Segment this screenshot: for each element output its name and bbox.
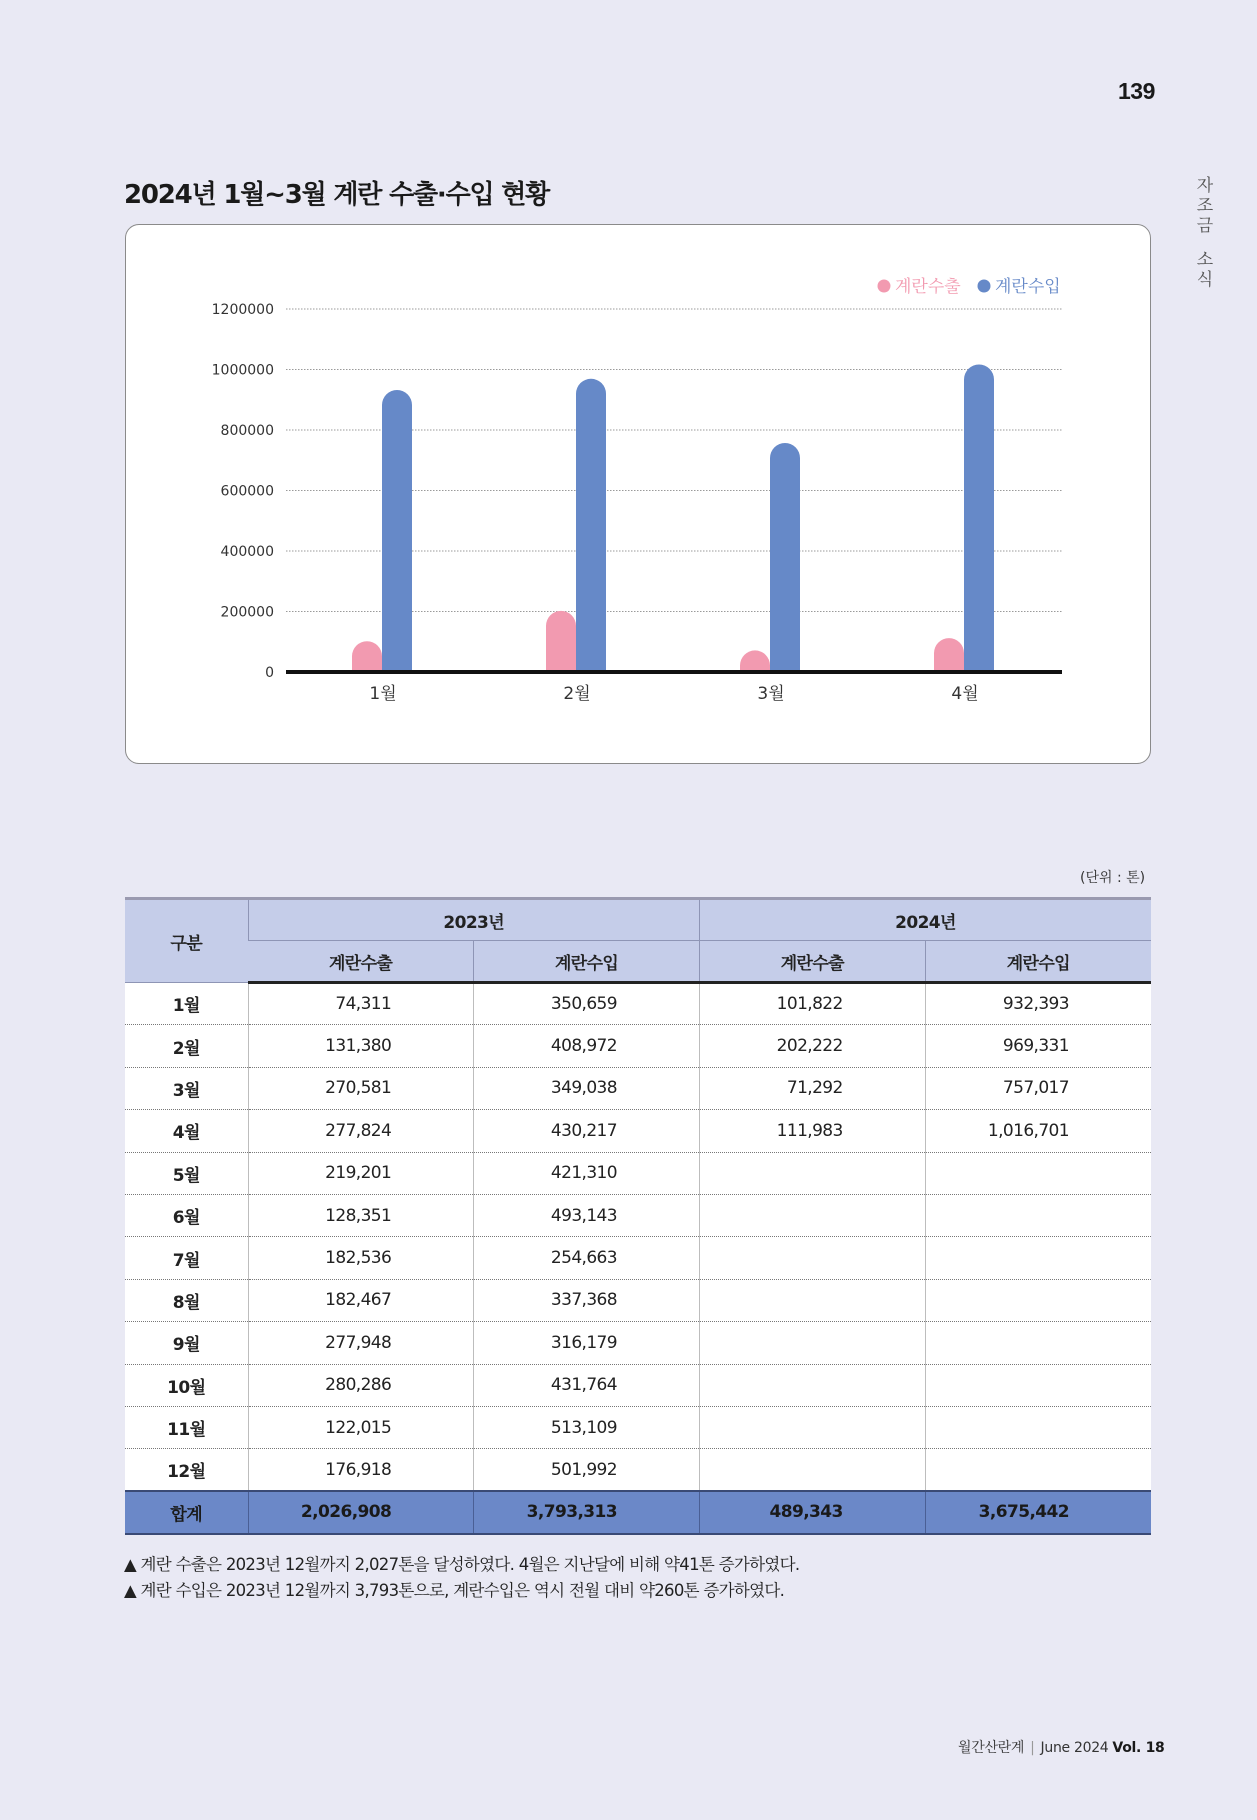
y-tick-label: 0 <box>265 665 274 681</box>
side-label-char: 자 <box>1196 176 1214 196</box>
table-cell <box>925 1237 1151 1279</box>
row-label: 10월 <box>125 1364 248 1406</box>
table-cell <box>700 1322 926 1364</box>
table-row <box>125 1194 1151 1236</box>
table-cell <box>700 1449 926 1491</box>
bar-export <box>546 611 576 672</box>
table-cell: 202,222 <box>700 1025 926 1067</box>
bar-chart <box>126 225 1152 765</box>
table-cell: 1,016,701 <box>925 1110 1151 1152</box>
table-cell: 111,983 <box>700 1110 926 1152</box>
total-row <box>125 1491 1151 1533</box>
table-cell: 128,351 <box>248 1194 474 1236</box>
bar-export <box>352 641 382 672</box>
table-cell: 270,581 <box>248 1067 474 1109</box>
page-number: 139 <box>1118 78 1155 104</box>
row-label: 11월 <box>125 1406 248 1448</box>
table-cell <box>925 1322 1151 1364</box>
chart-title: 2024년 1월~3월 계란 수출·수입 현황 <box>124 180 550 210</box>
table-cell: 122,015 <box>248 1406 474 1448</box>
legend-label: 계란수출 <box>895 277 961 297</box>
table-cell <box>700 1194 926 1236</box>
footnote: ▲ 계란 수입은 2023년 12월까지 3,793톤으로, 계란수입은 역시 전월 대비 약260톤 증가하였다. <box>124 1581 785 1600</box>
footer-separator: | <box>1030 1740 1035 1756</box>
year-header-2023: 2023년 <box>248 899 700 941</box>
x-tick-label: 1월 <box>369 684 397 704</box>
row-label: 8월 <box>125 1279 248 1321</box>
y-tick-label: 200000 <box>220 604 274 621</box>
footnotes <box>124 1552 799 1604</box>
table-cell <box>925 1152 1151 1194</box>
table-row <box>125 1110 1151 1152</box>
total-label: 합계 <box>125 1491 248 1533</box>
table-cell: 757,017 <box>925 1067 1151 1109</box>
table-cell: 513,109 <box>474 1406 700 1448</box>
legend-label: 계란수입 <box>995 277 1061 297</box>
table-cell: 493,143 <box>474 1194 700 1236</box>
table-cell: 101,822 <box>700 983 926 1025</box>
row-label: 5월 <box>125 1152 248 1194</box>
y-tick-label: 800000 <box>220 423 274 439</box>
table-cell: 421,310 <box>474 1152 700 1194</box>
table-cell <box>700 1279 926 1321</box>
table-cell: 71,292 <box>700 1067 926 1109</box>
y-tick-label: 600000 <box>220 483 274 500</box>
table-cell <box>925 1364 1151 1406</box>
row-label: 1월 <box>125 983 248 1025</box>
x-tick-label: 4월 <box>951 684 979 704</box>
table-cell <box>700 1237 926 1279</box>
bar-import <box>576 379 606 672</box>
bar-import <box>382 390 412 672</box>
table-cell: 131,380 <box>248 1025 474 1067</box>
table-row <box>125 1237 1151 1279</box>
total-cell: 3,793,313 <box>474 1491 700 1533</box>
table-cell: 501,992 <box>474 1449 700 1491</box>
footnote: ▲ 계란 수출은 2023년 12월까지 2,027톤을 달성하였다. 4월은 지난달에 비해 약41톤 증가하였다. <box>124 1555 800 1574</box>
side-label-gap <box>1195 236 1215 250</box>
table-cell: 349,038 <box>474 1067 700 1109</box>
table-cell: 280,286 <box>248 1364 474 1406</box>
bar-export <box>740 650 770 672</box>
total-cell: 2,026,908 <box>248 1491 474 1533</box>
row-label: 4월 <box>125 1110 248 1152</box>
column-header: 계란수출 <box>700 941 926 983</box>
row-label: 6월 <box>125 1194 248 1236</box>
year-header-2024: 2024년 <box>700 899 1152 941</box>
table-cell <box>925 1406 1151 1448</box>
table-row <box>125 1406 1151 1448</box>
table-cell <box>700 1406 926 1448</box>
table-cell: 969,331 <box>925 1025 1151 1067</box>
x-tick-label: 2월 <box>563 684 591 704</box>
magazine-name: 월간산란계 <box>958 1740 1025 1756</box>
table-row <box>125 1025 1151 1067</box>
column-header: 계란수입 <box>925 941 1151 983</box>
y-tick-label: 1000000 <box>211 362 274 379</box>
table-cell: 337,368 <box>474 1279 700 1321</box>
export-import-table <box>125 897 1151 1535</box>
column-header: 계란수출 <box>248 941 474 983</box>
row-label: 12월 <box>125 1449 248 1491</box>
side-label-char: 소 <box>1196 250 1214 270</box>
table-cell <box>700 1364 926 1406</box>
total-cell: 489,343 <box>700 1491 926 1533</box>
table-cell: 350,659 <box>474 983 700 1025</box>
table-cell: 316,179 <box>474 1322 700 1364</box>
table-cell <box>700 1152 926 1194</box>
bar-import <box>964 364 994 672</box>
bar-import <box>770 443 800 672</box>
table-row <box>125 1364 1151 1406</box>
table-cell: 182,536 <box>248 1237 474 1279</box>
table-cell <box>925 1194 1151 1236</box>
row-label: 7월 <box>125 1237 248 1279</box>
table-cell: 932,393 <box>925 983 1151 1025</box>
table-cell: 277,948 <box>248 1322 474 1364</box>
table-row <box>125 1279 1151 1321</box>
table-row <box>125 983 1151 1025</box>
row-label: 3월 <box>125 1067 248 1109</box>
row-label: 2월 <box>125 1025 248 1067</box>
table-cell: 176,918 <box>248 1449 474 1491</box>
section-side-label <box>1195 176 1215 290</box>
table-cell: 74,311 <box>248 983 474 1025</box>
table-cell: 254,663 <box>474 1237 700 1279</box>
table-row <box>125 1067 1151 1109</box>
table-cell: 408,972 <box>474 1025 700 1067</box>
bar-export <box>934 638 964 672</box>
column-header: 계란수입 <box>474 941 700 983</box>
table-row <box>125 1152 1151 1194</box>
legend-marker <box>978 280 991 293</box>
legend-marker <box>878 280 891 293</box>
chart-container <box>125 224 1151 764</box>
table-cell: 430,217 <box>474 1110 700 1152</box>
table-corner-header: 구분 <box>125 899 248 983</box>
table-cell: 182,467 <box>248 1279 474 1321</box>
y-tick-label: 1200000 <box>211 302 274 318</box>
side-label-char: 조 <box>1196 196 1214 216</box>
page-footer <box>958 1737 1164 1757</box>
issue-date: June 2024 <box>1040 1740 1109 1756</box>
volume-number: Vol. 18 <box>1112 1740 1165 1756</box>
side-label-char: 금 <box>1196 216 1214 236</box>
table-cell: 431,764 <box>474 1364 700 1406</box>
table-cell <box>925 1449 1151 1491</box>
table-cell: 277,824 <box>248 1110 474 1152</box>
x-tick-label: 3월 <box>757 684 785 704</box>
table-cell: 219,201 <box>248 1152 474 1194</box>
unit-note: (단위 : 톤) <box>1080 870 1146 886</box>
table-cell <box>925 1279 1151 1321</box>
y-tick-label: 400000 <box>220 544 274 560</box>
side-label-char: 식 <box>1196 270 1214 290</box>
table-row <box>125 1449 1151 1491</box>
table-row <box>125 1322 1151 1364</box>
row-label: 9월 <box>125 1322 248 1364</box>
total-cell: 3,675,442 <box>925 1491 1151 1533</box>
